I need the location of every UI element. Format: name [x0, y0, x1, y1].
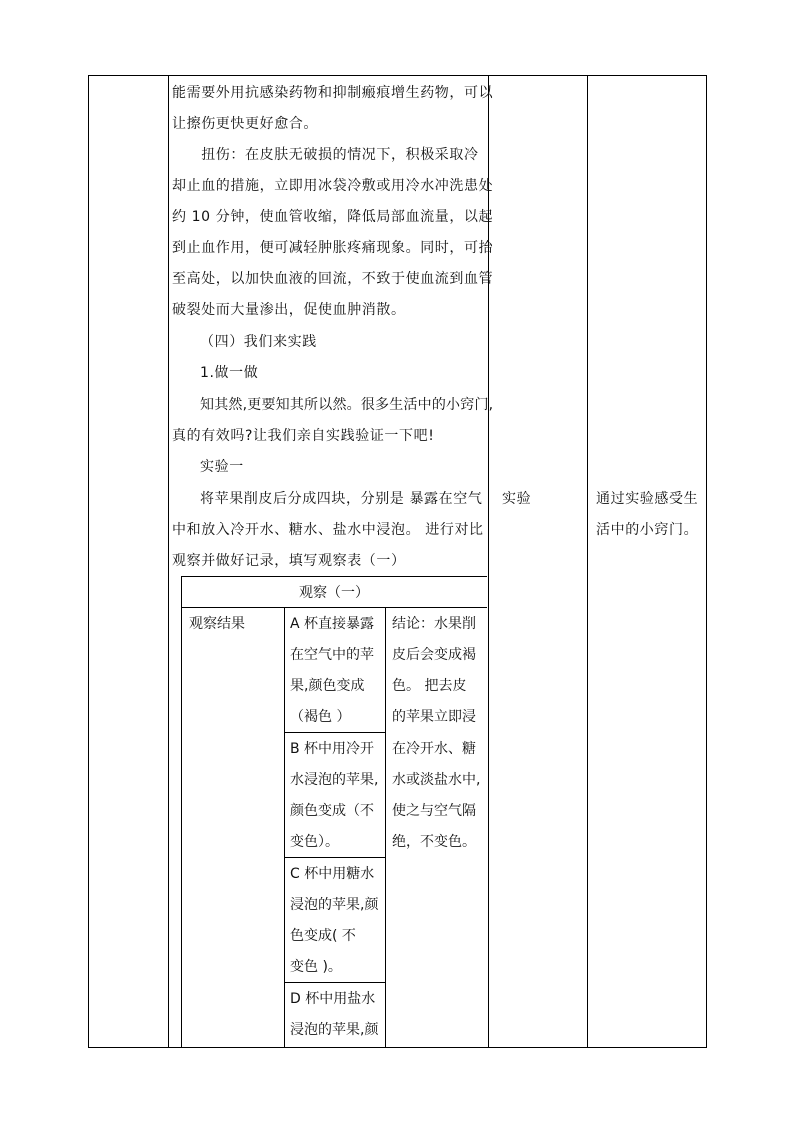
conclusion-line: 结论：水果削: [392, 616, 476, 632]
text-line: 让擦伤更快更好愈合。: [172, 116, 318, 132]
text-line: 真的有效吗?让我们亲自实践验证一下吧!: [172, 428, 435, 444]
conclusion-line: 使之与空气隔: [392, 803, 476, 819]
col-border-5: [706, 75, 707, 1048]
cup-b-line: B 杯中用冷开: [290, 741, 375, 757]
cup-b-line: 水浸泡的苹果,: [290, 772, 379, 788]
conclusion-line: 皮后会变成褐: [392, 647, 476, 663]
cup-c-line: 变色 )。: [290, 959, 342, 975]
intent-line: 通过实验感受生: [596, 491, 699, 507]
conclusion-line: 绝，不变色。: [392, 834, 476, 850]
text-line: 却止血的措施，立即用冰袋冷敷或用冷水冲洗患处: [172, 178, 494, 194]
text-line: 将苹果削皮后分成四块，分别是 暴露在空气: [200, 491, 483, 507]
cup-a-line: 果,颜色变成: [290, 678, 365, 694]
text-line: 破裂处而大量渗出，促使血肿消散。: [172, 302, 406, 318]
text-line: 至高处，以加快血液的回流，不致于使血流到血管: [172, 271, 494, 287]
obs-col-border: [385, 607, 386, 1048]
section-heading: （四）我们来实践: [200, 334, 317, 350]
col-border-4: [587, 75, 588, 1048]
cup-a-line: （褐色 ）: [290, 709, 351, 725]
cup-a-line: 在空气中的苹: [290, 647, 374, 663]
cup-b-line: 颜色变成（不: [290, 803, 374, 819]
text-line: 到止血作用，便可减轻肿胀疼痛现象。同时，可抬: [172, 240, 494, 256]
cup-c-line: 浸泡的苹果,颜: [290, 897, 379, 913]
obs-left-border: [181, 576, 182, 1048]
cup-c-line: 色变成( 不: [290, 928, 356, 944]
obs-title-border: [181, 607, 487, 608]
experiment-heading: 实验一: [200, 459, 244, 475]
text-line: 知其然,更要知其所以然。很多生活中的小窍门,: [200, 397, 494, 413]
text-line: 扭伤：在皮肤无破损的情况下，积极采取冷: [172, 147, 479, 163]
col-border-2: [168, 75, 169, 1048]
table-top-border: [88, 75, 707, 76]
cup-row-border: [284, 732, 385, 733]
cup-b-line: 变色）。: [290, 834, 339, 850]
conclusion-line: 在冷开水、糖: [392, 741, 476, 757]
intent-line: 活中的小窍门。: [596, 522, 699, 538]
cup-d-line: D 杯中用盐水: [290, 991, 376, 1007]
subsection-heading: 1.做一做: [200, 365, 259, 381]
cup-row-border: [284, 982, 385, 983]
text-line: 约 10 分钟，使血管收缩，降低局部血流量，以起: [172, 209, 494, 225]
conclusion-line: 水或淡盐水中,: [392, 772, 481, 788]
obs-row-label: 观察结果: [189, 616, 245, 632]
text-line: 中和放入冷开水、糖水、盐水中浸泡。 进行对比: [172, 522, 484, 538]
text-line: 观察并做好记录，填写观察表（一）: [172, 553, 406, 569]
conclusion-line: 色。 把去皮: [392, 678, 467, 694]
conclusion-line: 的苹果立即浸: [392, 709, 476, 725]
cup-row-border: [284, 857, 385, 858]
cup-d-line: 浸泡的苹果,颜: [290, 1022, 379, 1038]
cup-a-line: A 杯直接暴露: [290, 616, 375, 632]
col-border-1: [88, 75, 89, 1048]
cup-c-line: C 杯中用糖水: [290, 866, 375, 882]
student-activity: 实验: [502, 491, 532, 507]
obs-table-title: 观察（一）: [299, 585, 369, 601]
obs-top-border: [181, 576, 487, 577]
text-line: 能需要外用抗感染药物和抑制瘢痕增生药物，可以: [172, 85, 494, 101]
